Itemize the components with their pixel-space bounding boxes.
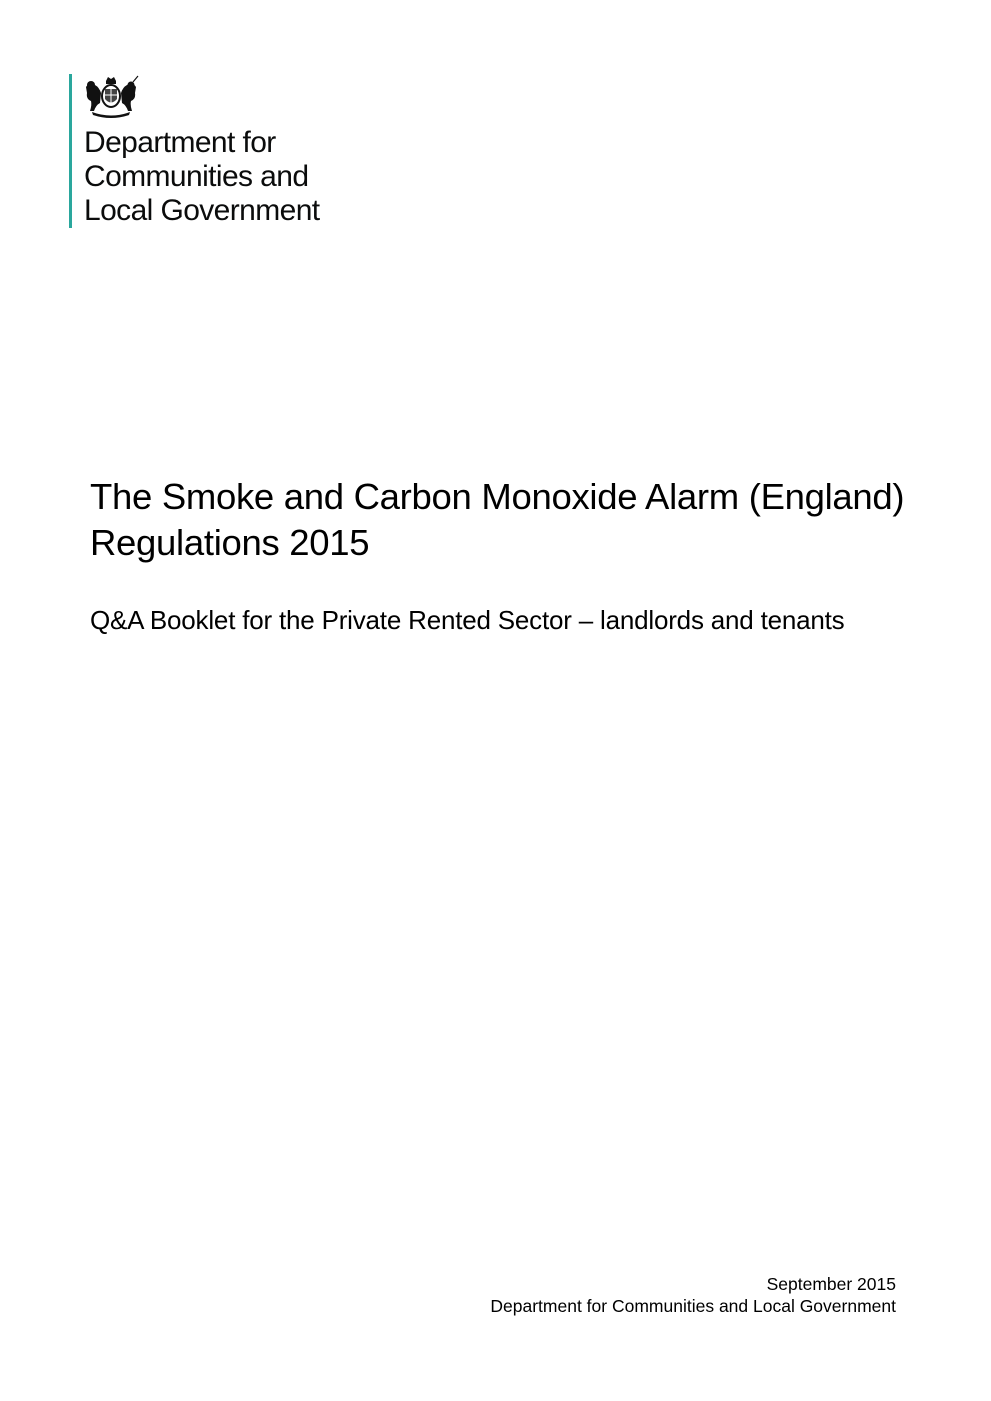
royal-coat-of-arms-icon: [82, 75, 140, 119]
publication-footer: [490, 1273, 896, 1317]
document-title: The Smoke and Carbon Monoxide Alarm (England) Regulations 2015: [90, 476, 905, 563]
org-name-line-2: Communities and: [84, 160, 309, 193]
org-name-line-1: Department for: [84, 126, 276, 159]
department-logo: [69, 74, 369, 229]
logo-accent-rule: [69, 74, 72, 228]
document-subtitle: Q&A Booklet for the Private Rented Sector – landlords and tenants: [90, 605, 845, 635]
publication-date: September 2015: [766, 1274, 896, 1294]
org-name-line-3: Local Government: [84, 194, 320, 227]
organisation-name: [84, 126, 320, 228]
publisher-name: Department for Communities and Local Government: [490, 1296, 896, 1316]
